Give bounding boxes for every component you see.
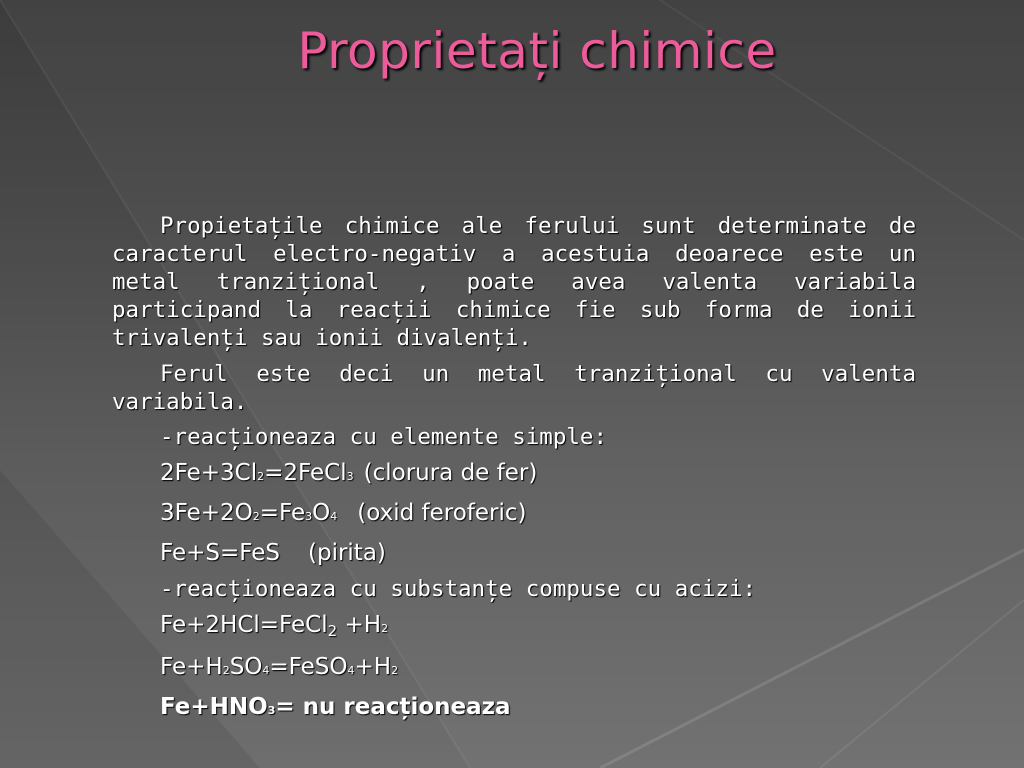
slide-body [112,212,916,726]
reaction-name: (oxid feroferic) [357,500,527,526]
slide-title: Proprietați chimice [297,22,777,80]
reaction-iron-hcl [160,610,916,646]
reaction-iron-nitric-acid [160,692,916,726]
reaction-name: (clorura de fer) [363,460,538,486]
intro-paragraph: Propietațile chimice ale ferului sunt determinate de caracterul electro-negativ a acestuia deoarece este un metal tranzițional , poate avea valenta variabila participand la reacții chimice fie sub forma de ionii trivalenți sau ionii divalenți. [112,213,916,351]
reaction-formula: +H [337,612,382,638]
acid-compounds-heading: -reacționeaza cu substanțe compuse cu acizi: [160,576,757,602]
reaction-formula: SO [229,654,263,680]
subscript: 3 [267,704,276,717]
reaction-formula: =2FeCl [264,460,347,486]
subscript: 2 [252,510,260,523]
reaction-formula: O [312,500,331,526]
subscript: 2 [222,664,230,677]
subscript: 2 [257,470,265,483]
reaction-iron-oxygen [160,498,916,532]
reaction-iron-chlorine [160,458,916,492]
reaction-formula: Fe+S=FeS [160,540,280,566]
subscript: 2 [381,622,389,635]
reaction-formula: +H [354,654,392,680]
subscript: 4 [262,664,270,677]
subscript: 4 [330,510,338,523]
reaction-name: (pirita) [308,540,386,566]
reaction-formula: Fe+H [160,654,223,680]
subscript: 3 [305,510,313,523]
reaction-iron-sulfur [160,538,916,568]
subscript: 2 [391,664,399,677]
reaction-formula: Fe+HNO [160,694,268,720]
reaction-formula: Fe+2HCl=FeCl [160,612,328,638]
reaction-result: = nu reacționeaza [275,694,511,720]
summary-paragraph: Ferul este deci un metal tranzițional cu valenta variabila. [112,361,916,415]
subscript: 2 [327,622,338,640]
reaction-formula: =Fe [259,500,306,526]
subscript: 3 [346,470,354,483]
reaction-formula: 2Fe+3Cl [160,460,258,486]
reaction-formula: =FeSO [269,654,348,680]
reaction-iron-sulfuric-acid [160,652,916,686]
subscript: 4 [347,664,355,677]
simple-elements-heading: -reacționeaza cu elemente simple: [160,424,608,450]
reaction-formula: 3Fe+2O [160,500,253,526]
